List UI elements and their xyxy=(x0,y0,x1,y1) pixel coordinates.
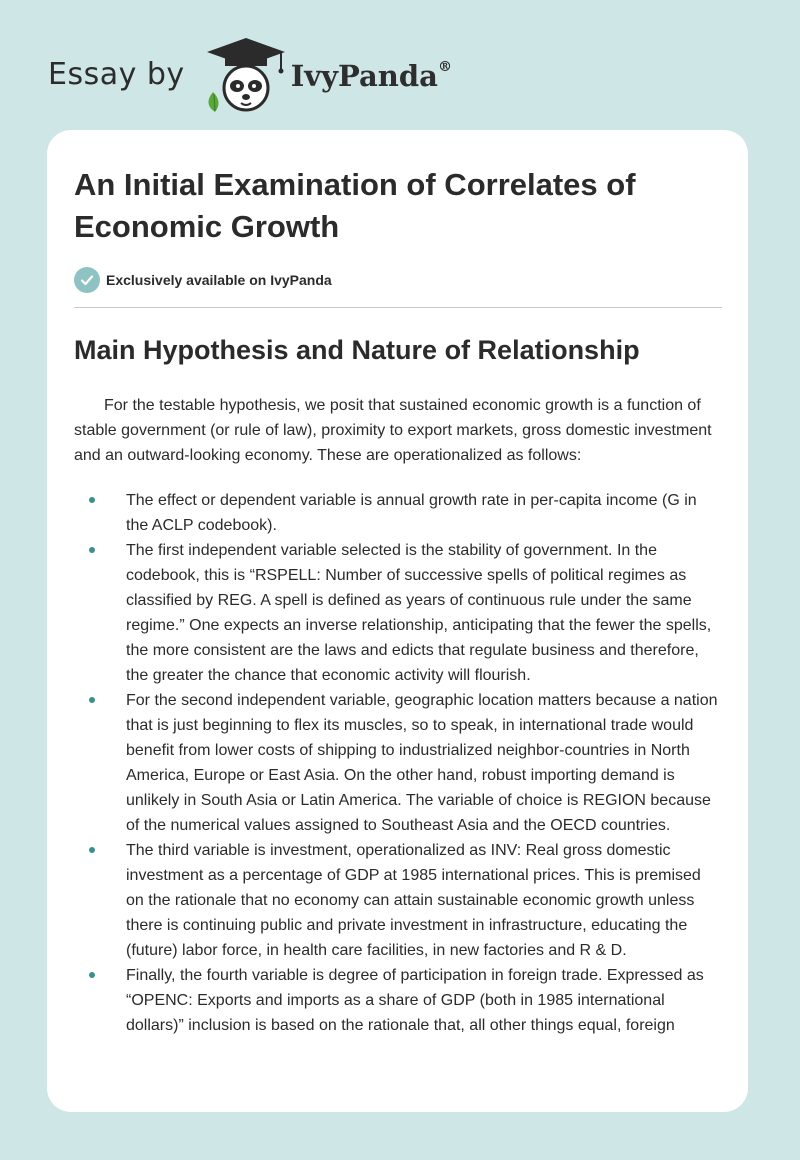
list-item: The first independent variable selected is the stability of government. In the codebook, this is “RSPELL: Number of successive spells of political regimes as classified by REG. A spell is defined as years of continuous rule under the same regime.” One expects an inverse relationship, anticipating that the fewer the spells, the more consistent are the laws and edicts that regulate business and therefore, the greater the chance that economic activity will flourish. xyxy=(74,538,722,688)
check-icon xyxy=(74,267,100,293)
divider xyxy=(74,307,722,308)
brand-prefix: Essay by xyxy=(48,56,185,92)
list-item: The effect or dependent variable is annual growth rate in per-capita income (G in the ACLP codebook). xyxy=(74,488,722,538)
list-item: For the second independent variable, geographic location matters because a nation that is just beginning to flex its muscles, so to speak, in international trade would benefit from lower costs of shipping to industrialized neighbor-countries in North America, Europe or East Asia. On the other hand, robust importing demand is unlikely in South Asia or Latin America. The variable of choice is REGION because of the numerical values assigned to Southeast Asia and the OECD countries. xyxy=(74,688,722,838)
bullet-icon xyxy=(89,497,95,503)
variable-list xyxy=(74,488,722,1038)
bullet-icon xyxy=(89,697,95,703)
list-item: The third variable is investment, operationalized as INV: Real gross domestic investment as a percentage of GDP at 1985 international prices. This is premised on the rationale that no economy can attain sustainable economic growth unless there is continuing public and private investment in infrastructure, educating the (future) labor force, in health care facilities, in new factories and R & D. xyxy=(74,838,722,963)
section-heading: Main Hypothesis and Nature of Relationship xyxy=(74,335,640,365)
bullet-icon xyxy=(89,847,95,853)
intro-paragraph: For the testable hypothesis, we posit that sustained economic growth is a function of stable government (or rule of law), proximity to export markets, gross domestic investment and an outward-looking economy. These are operationalized as follows: xyxy=(74,397,712,464)
bullet-icon xyxy=(89,972,95,978)
exclusive-badge xyxy=(74,267,722,293)
brand-name: IvyPanda® xyxy=(290,59,452,93)
bullet-icon xyxy=(89,547,95,553)
badge-text: Exclusively available on IvyPanda xyxy=(106,272,332,288)
panda-logo-icon xyxy=(201,34,291,114)
brand-header[interactable] xyxy=(48,34,452,114)
page-title: An Initial Examination of Correlates of Economic Growth xyxy=(74,167,636,244)
list-item: Finally, the fourth variable is degree of participation in foreign trade. Expressed as “OPENC: Exports and imports as a share of GDP (both in 1985 international dollars)” inclusion is based on the rationale that, all other things equal, foreign xyxy=(74,963,722,1038)
essay-card xyxy=(47,130,748,1112)
